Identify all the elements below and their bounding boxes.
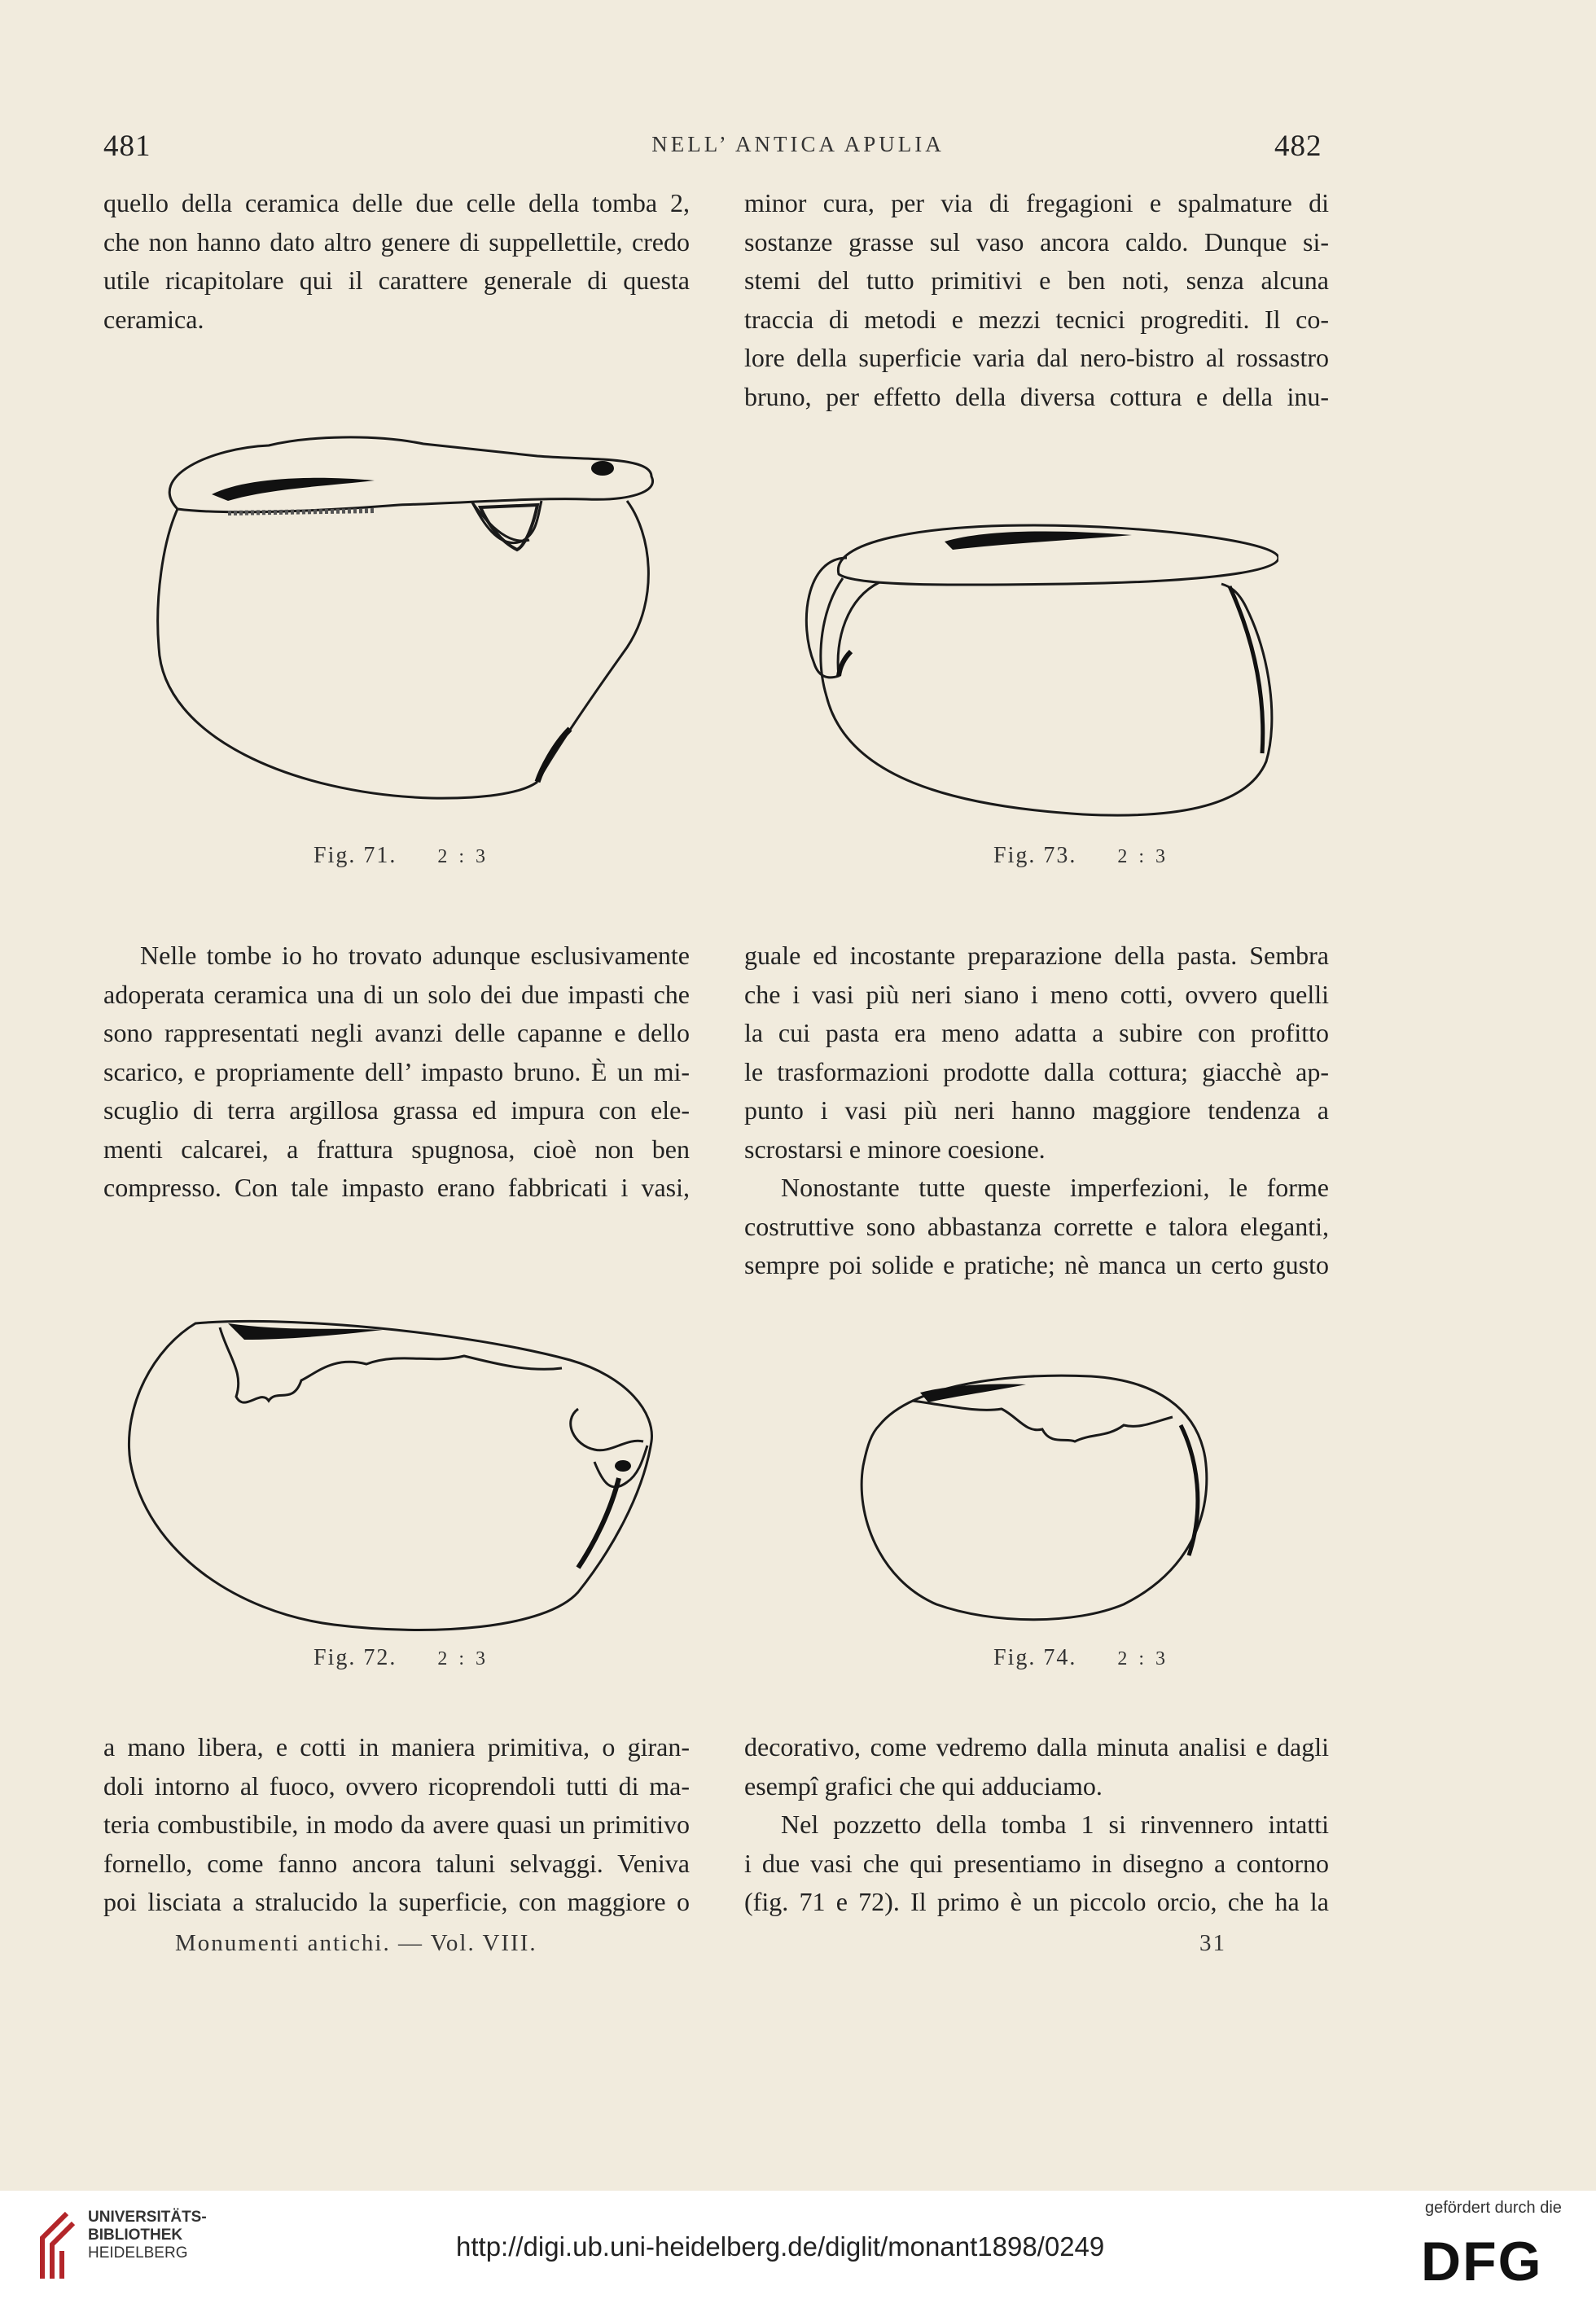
text-line: doli intorno al fuoco, ovvero ricoprendoli tutti di ma-	[103, 1770, 690, 1801]
library-name-line: UNIVERSITÄTS-	[88, 2209, 207, 2226]
sponsor-label: gefördert durch die	[1425, 2199, 1562, 2217]
figure-label: Fig. 71.	[314, 843, 397, 868]
text-line: sostanze grasse sul vaso ancora caldo. Dunque si-	[744, 226, 1329, 257]
text-line: minor cura, per via di fregagioni e spalmature di	[744, 188, 1329, 217]
text-block-bottom-left	[103, 1728, 690, 1922]
text-line: stemi del tutto primitivi e ben noti, senza alcuna	[744, 265, 1329, 295]
text-line: esempî grafici che qui adduciamo.	[744, 1770, 1103, 1801]
running-head: NELL’ ANTICA APULIA	[651, 132, 945, 156]
text-line: punto i vasi più neri hanno maggiore tendenza a	[744, 1095, 1329, 1125]
figure-72-caption	[314, 1645, 489, 1671]
text-line: guale ed incostante preparazione della pasta. Sembra	[744, 941, 1329, 970]
text-block-top-left	[103, 184, 690, 339]
library-name-line: HEIDELBERG	[88, 2244, 188, 2262]
text-line: compresso. Con tale impasto erano fabbricati i vasi,	[103, 1173, 690, 1202]
text-line: Nelle tombe io ho trovato adunque esclusivamente	[140, 941, 690, 970]
text-line: sempre poi solide e pratiche; nè manca un certo gusto	[744, 1250, 1329, 1279]
text-line: (fig. 71 e 72). Il primo è un piccolo orcio, che ha la	[744, 1887, 1329, 1916]
university-library-logo-icon	[34, 2205, 81, 2286]
text-line: Nonostante tutte queste imperfezioni, le forme	[781, 1173, 1329, 1202]
dfg-logo: DFG	[1421, 2231, 1543, 2292]
text-line: che i vasi più neri siano i meno cotti, ovvero quelli	[744, 979, 1329, 1009]
left-page-number: 481	[103, 129, 151, 163]
text-line: a mano libera, e cotti in maniera primitiva, o giran-	[103, 1732, 690, 1762]
vessel-71-drawing	[130, 411, 668, 835]
figure-scale: 2 : 3	[437, 1648, 489, 1669]
figure-72-vessel	[122, 1307, 676, 1649]
text-line: le trasformazioni prodotte dalla cottura; giacchè ap-	[744, 1056, 1329, 1086]
text-block-bottom-right	[744, 1728, 1329, 1922]
text-line: lore della superficie varia dal nero-bistro al rossastro	[744, 343, 1329, 372]
text-line: menti calcarei, a frattura spugnosa, cioè non ben	[103, 1134, 690, 1164]
text-line: che non hanno dato altro genere di suppellettile, credo	[103, 226, 690, 257]
text-block-middle-right	[744, 937, 1329, 1285]
series-title: Monumenti antichi. — Vol. VIII.	[175, 1930, 537, 1956]
text-line: teria combustibile, in modo da avere quasi un primitivo	[103, 1810, 690, 1839]
text-line: quello della ceramica delle due celle della tomba 2,	[103, 188, 690, 217]
text-line: costruttive sono abbastanza corrette e talora eleganti,	[744, 1211, 1329, 1241]
permalink-url[interactable]: http://digi.ub.uni-heidelberg.de/diglit/monant1898/0249	[456, 2231, 1105, 2262]
text-line: fornello, come fanno ancora taluni selvaggi. Veniva	[103, 1848, 690, 1878]
text-line: i due vasi che qui presentiamo in disegno a contorno	[744, 1848, 1329, 1878]
figure-71-vessel	[130, 411, 668, 835]
text-line: decorativo, come vedremo dalla minuta analisi e dagli	[744, 1732, 1329, 1762]
text-line: poi lisciata a stralucido la superficie, con maggiore o	[103, 1887, 690, 1916]
text-line: utile ricapitolare qui il carattere generale di questa	[103, 265, 690, 295]
text-line: traccia di metodi e mezzi tecnici progrediti. Il co-	[744, 304, 1329, 334]
text-line: scuglio di terra argillosa grassa ed impura con ele-	[103, 1095, 690, 1125]
vessel-74-drawing	[847, 1368, 1221, 1629]
figure-label: Fig. 72.	[314, 1645, 397, 1670]
figure-74-caption	[993, 1645, 1168, 1671]
text-line: la cui pasta era meno adatta a subire con profitto	[744, 1018, 1329, 1047]
figure-74-vessel	[847, 1368, 1221, 1629]
text-line: adoperata ceramica una di un solo dei due impasti che	[103, 979, 690, 1009]
vessel-73-drawing	[790, 509, 1278, 835]
figure-label: Fig. 73.	[993, 843, 1077, 868]
text-line: ceramica.	[103, 304, 204, 334]
library-name-line: BIBLIOTHEK	[88, 2227, 183, 2244]
figure-71-caption	[314, 843, 489, 869]
university-library-name	[88, 2209, 207, 2262]
printer-signature: 31	[1199, 1930, 1226, 1956]
text-line: sono rappresentati negli avanzi delle capanne e dello	[103, 1018, 690, 1047]
text-block-middle-left	[103, 937, 690, 1208]
vessel-72-drawing	[122, 1307, 676, 1649]
figure-73-caption	[993, 843, 1168, 869]
text-block-top-right	[744, 184, 1329, 416]
text-line: bruno, per effetto della diversa cottura e della inu-	[744, 381, 1329, 411]
figure-73-vessel	[790, 509, 1278, 835]
text-line: scrostarsi e minore coesione.	[744, 1134, 1046, 1164]
text-line: Nel pozzetto della tomba 1 si rinvennero intatti	[781, 1810, 1329, 1839]
figure-scale: 2 : 3	[437, 846, 489, 867]
figure-label: Fig. 74.	[993, 1645, 1077, 1670]
figure-scale: 2 : 3	[1117, 1648, 1169, 1669]
right-page-number: 482	[1274, 129, 1322, 163]
text-line: scarico, e propriamente dell’ impasto bruno. È un mi-	[103, 1056, 690, 1086]
figure-scale: 2 : 3	[1117, 846, 1169, 867]
